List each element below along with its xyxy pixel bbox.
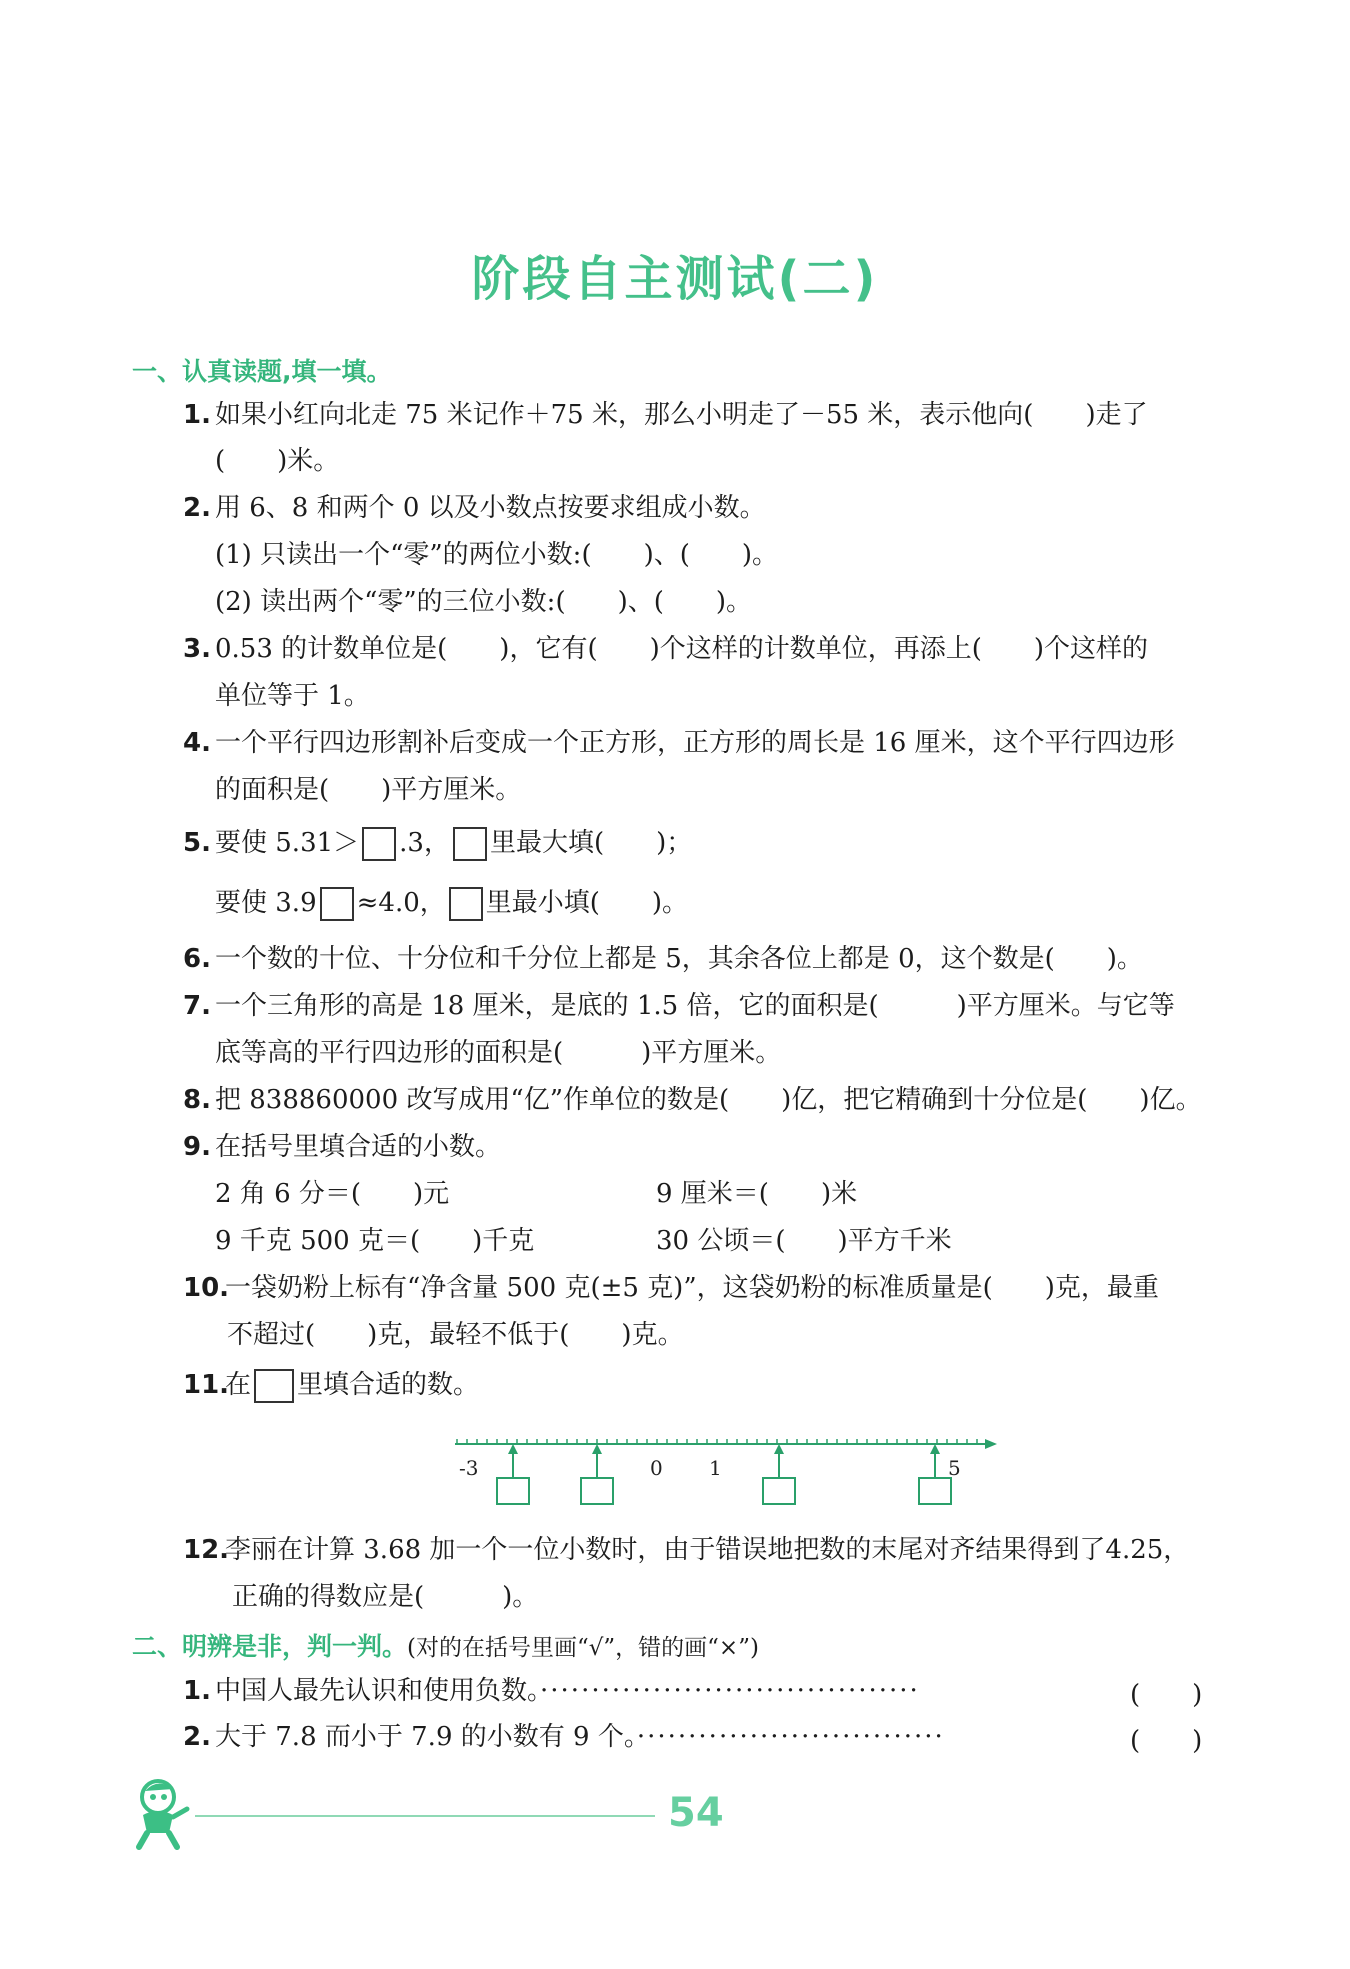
question-number: 11. bbox=[183, 1370, 230, 1400]
question-1-line-2: ( )米。 bbox=[215, 446, 340, 476]
question-9-item-4: 30 公顷＝( )平方千米 bbox=[656, 1226, 952, 1256]
question-number: 1. bbox=[183, 1676, 211, 1706]
answer-box[interactable] bbox=[763, 1478, 795, 1504]
footer-rule bbox=[195, 1815, 655, 1817]
question-number: 10. bbox=[183, 1273, 230, 1303]
question-text: ≈4.0， bbox=[356, 888, 446, 918]
question-text: 里最小填( )。 bbox=[485, 888, 689, 918]
number-line-label: 5 bbox=[948, 1456, 961, 1480]
question-6-line-1 bbox=[183, 942, 1143, 976]
answer-box bbox=[254, 1369, 294, 1403]
question-7-line-1 bbox=[183, 989, 1175, 1023]
number-line-label: -3 bbox=[459, 1456, 479, 1480]
question-text: 一袋奶粉上标有“净含量 500 克(±5 克)”，这袋奶粉的标准质量是( )克，最重 bbox=[225, 1273, 1159, 1303]
question-9-item-1: 2 角 6 分＝( )元 bbox=[215, 1179, 450, 1209]
question-text: 用 6、8 和两个 0 以及小数点按要求组成小数。 bbox=[215, 493, 766, 523]
question-number: 8. bbox=[183, 1085, 211, 1115]
question-5-line-1 bbox=[183, 826, 692, 861]
number-line-pointer-2 bbox=[581, 1444, 613, 1504]
leader-dots: ······························ bbox=[636, 1722, 945, 1752]
answer-box[interactable] bbox=[362, 827, 396, 861]
answer-box[interactable] bbox=[320, 887, 354, 921]
answer-box[interactable] bbox=[919, 1478, 951, 1504]
question-7-line-2: 底等高的平行四边形的面积是( )平方厘米。 bbox=[215, 1038, 782, 1068]
question-text: 大于 7.8 而小于 7.9 的小数有 9 个。 bbox=[215, 1722, 637, 1752]
question-5-line-2 bbox=[215, 886, 688, 921]
question-text: 一个数的十位、十分位和千分位上都是 5，其余各位上都是 0，这个数是( )。 bbox=[215, 944, 1143, 974]
page-number: 54 bbox=[668, 1790, 724, 1836]
question-text: 里填合适的数。 bbox=[297, 1370, 480, 1400]
number-line-label: 1 bbox=[709, 1456, 722, 1480]
question-text: 一个平行四边形割补后变成一个正方形，正方形的周长是 16 厘米，这个平行四边形 bbox=[215, 728, 1175, 758]
question-8-line-1 bbox=[183, 1083, 1202, 1117]
question-text: 如果小红向北走 75 米记作＋75 米，那么小明走了－55 米，表示他向( )走了 bbox=[215, 400, 1148, 430]
number-line-label: 0 bbox=[650, 1456, 663, 1480]
answer-parentheses[interactable]: ( ) bbox=[1130, 1680, 1203, 1710]
question-number: 2. bbox=[183, 493, 211, 523]
question-text: .3， bbox=[399, 828, 450, 858]
answer-parentheses[interactable]: ( ) bbox=[1130, 1726, 1203, 1756]
question-10-line-2: 不超过( )克，最轻不低于( )克。 bbox=[227, 1320, 684, 1350]
question-number: 1. bbox=[183, 400, 211, 430]
number-line-pointer-1 bbox=[497, 1444, 529, 1504]
question-text: 李丽在计算 3.68 加一个一位小数时，由于错误地把数的末尾对齐结果得到了4.25， bbox=[225, 1535, 1190, 1565]
question-2-sub-1: (1) 只读出一个“零”的两位小数:( )、( )。 bbox=[215, 540, 779, 570]
question-3-line-1 bbox=[183, 632, 1148, 666]
number-line-pointer-4 bbox=[919, 1444, 951, 1504]
question-text: 要使 3.9 bbox=[215, 888, 317, 918]
judge-2 bbox=[183, 1720, 945, 1754]
question-number: 3. bbox=[183, 634, 211, 664]
question-text: 里最大填( )； bbox=[489, 828, 693, 858]
section-title: 二、明辨是非，判一判。 bbox=[132, 1632, 408, 1661]
question-4-line-1 bbox=[183, 726, 1175, 760]
number-line-arrow bbox=[985, 1439, 997, 1449]
mascot-icon bbox=[125, 1775, 195, 1850]
number-line-pointer-3 bbox=[763, 1444, 795, 1504]
section-instruction: (对的在括号里画“√”，错的画“×”) bbox=[407, 1635, 759, 1661]
section-1-heading: 一、认真读题,填一填。 bbox=[132, 357, 392, 386]
answer-box[interactable] bbox=[497, 1478, 529, 1504]
question-12-line-1 bbox=[183, 1533, 1189, 1567]
number-line bbox=[445, 1420, 1005, 1520]
question-text: 在 bbox=[225, 1370, 252, 1400]
question-12-line-2: 正确的得数应是( )。 bbox=[232, 1582, 539, 1612]
question-4-line-2: 的面积是( )平方厘米。 bbox=[215, 775, 522, 805]
question-text: 一个三角形的高是 18 厘米，是底的 1.5 倍，它的面积是( )平方厘米。与它等 bbox=[215, 991, 1175, 1021]
answer-box[interactable] bbox=[449, 887, 483, 921]
question-text: 把 838860000 改写成用“亿”作单位的数是( )亿，把它精确到十分位是( )亿。 bbox=[215, 1085, 1202, 1115]
question-number: 5. bbox=[183, 828, 211, 858]
section-2-heading bbox=[132, 1627, 759, 1663]
judge-1 bbox=[183, 1674, 920, 1708]
question-2-sub-2: (2) 读出两个“零”的三位小数:( )、( )。 bbox=[215, 587, 753, 617]
question-text: 中国人最先认识和使用负数。 bbox=[215, 1676, 541, 1706]
question-number: 2. bbox=[183, 1722, 211, 1752]
question-3-line-2: 单位等于 1。 bbox=[215, 681, 370, 711]
question-9-line-1 bbox=[183, 1130, 501, 1164]
question-number: 12. bbox=[183, 1535, 230, 1565]
answer-box[interactable] bbox=[453, 827, 487, 861]
page-title: 阶段自主测试(二) bbox=[471, 251, 879, 307]
question-11-line-1 bbox=[183, 1368, 479, 1403]
question-number: 6. bbox=[183, 944, 211, 974]
question-9-item-2: 9 厘米＝( )米 bbox=[656, 1179, 858, 1209]
question-number: 7. bbox=[183, 991, 211, 1021]
question-1-line-1 bbox=[183, 398, 1148, 432]
question-2-line-1 bbox=[183, 491, 766, 525]
question-text: 要使 5.31＞ bbox=[215, 828, 360, 858]
question-9-item-3: 9 千克 500 克＝( )千克 bbox=[215, 1226, 535, 1256]
question-text: 在括号里填合适的小数。 bbox=[215, 1132, 502, 1162]
answer-box[interactable] bbox=[581, 1478, 613, 1504]
question-10-line-1 bbox=[183, 1271, 1159, 1305]
question-text: 0.53 的计数单位是( )，它有( )个这样的计数单位，再添上( )个这样的 bbox=[215, 634, 1149, 664]
question-number: 4. bbox=[183, 728, 211, 758]
question-number: 9. bbox=[183, 1132, 211, 1162]
leader-dots: ····································· bbox=[540, 1676, 920, 1706]
